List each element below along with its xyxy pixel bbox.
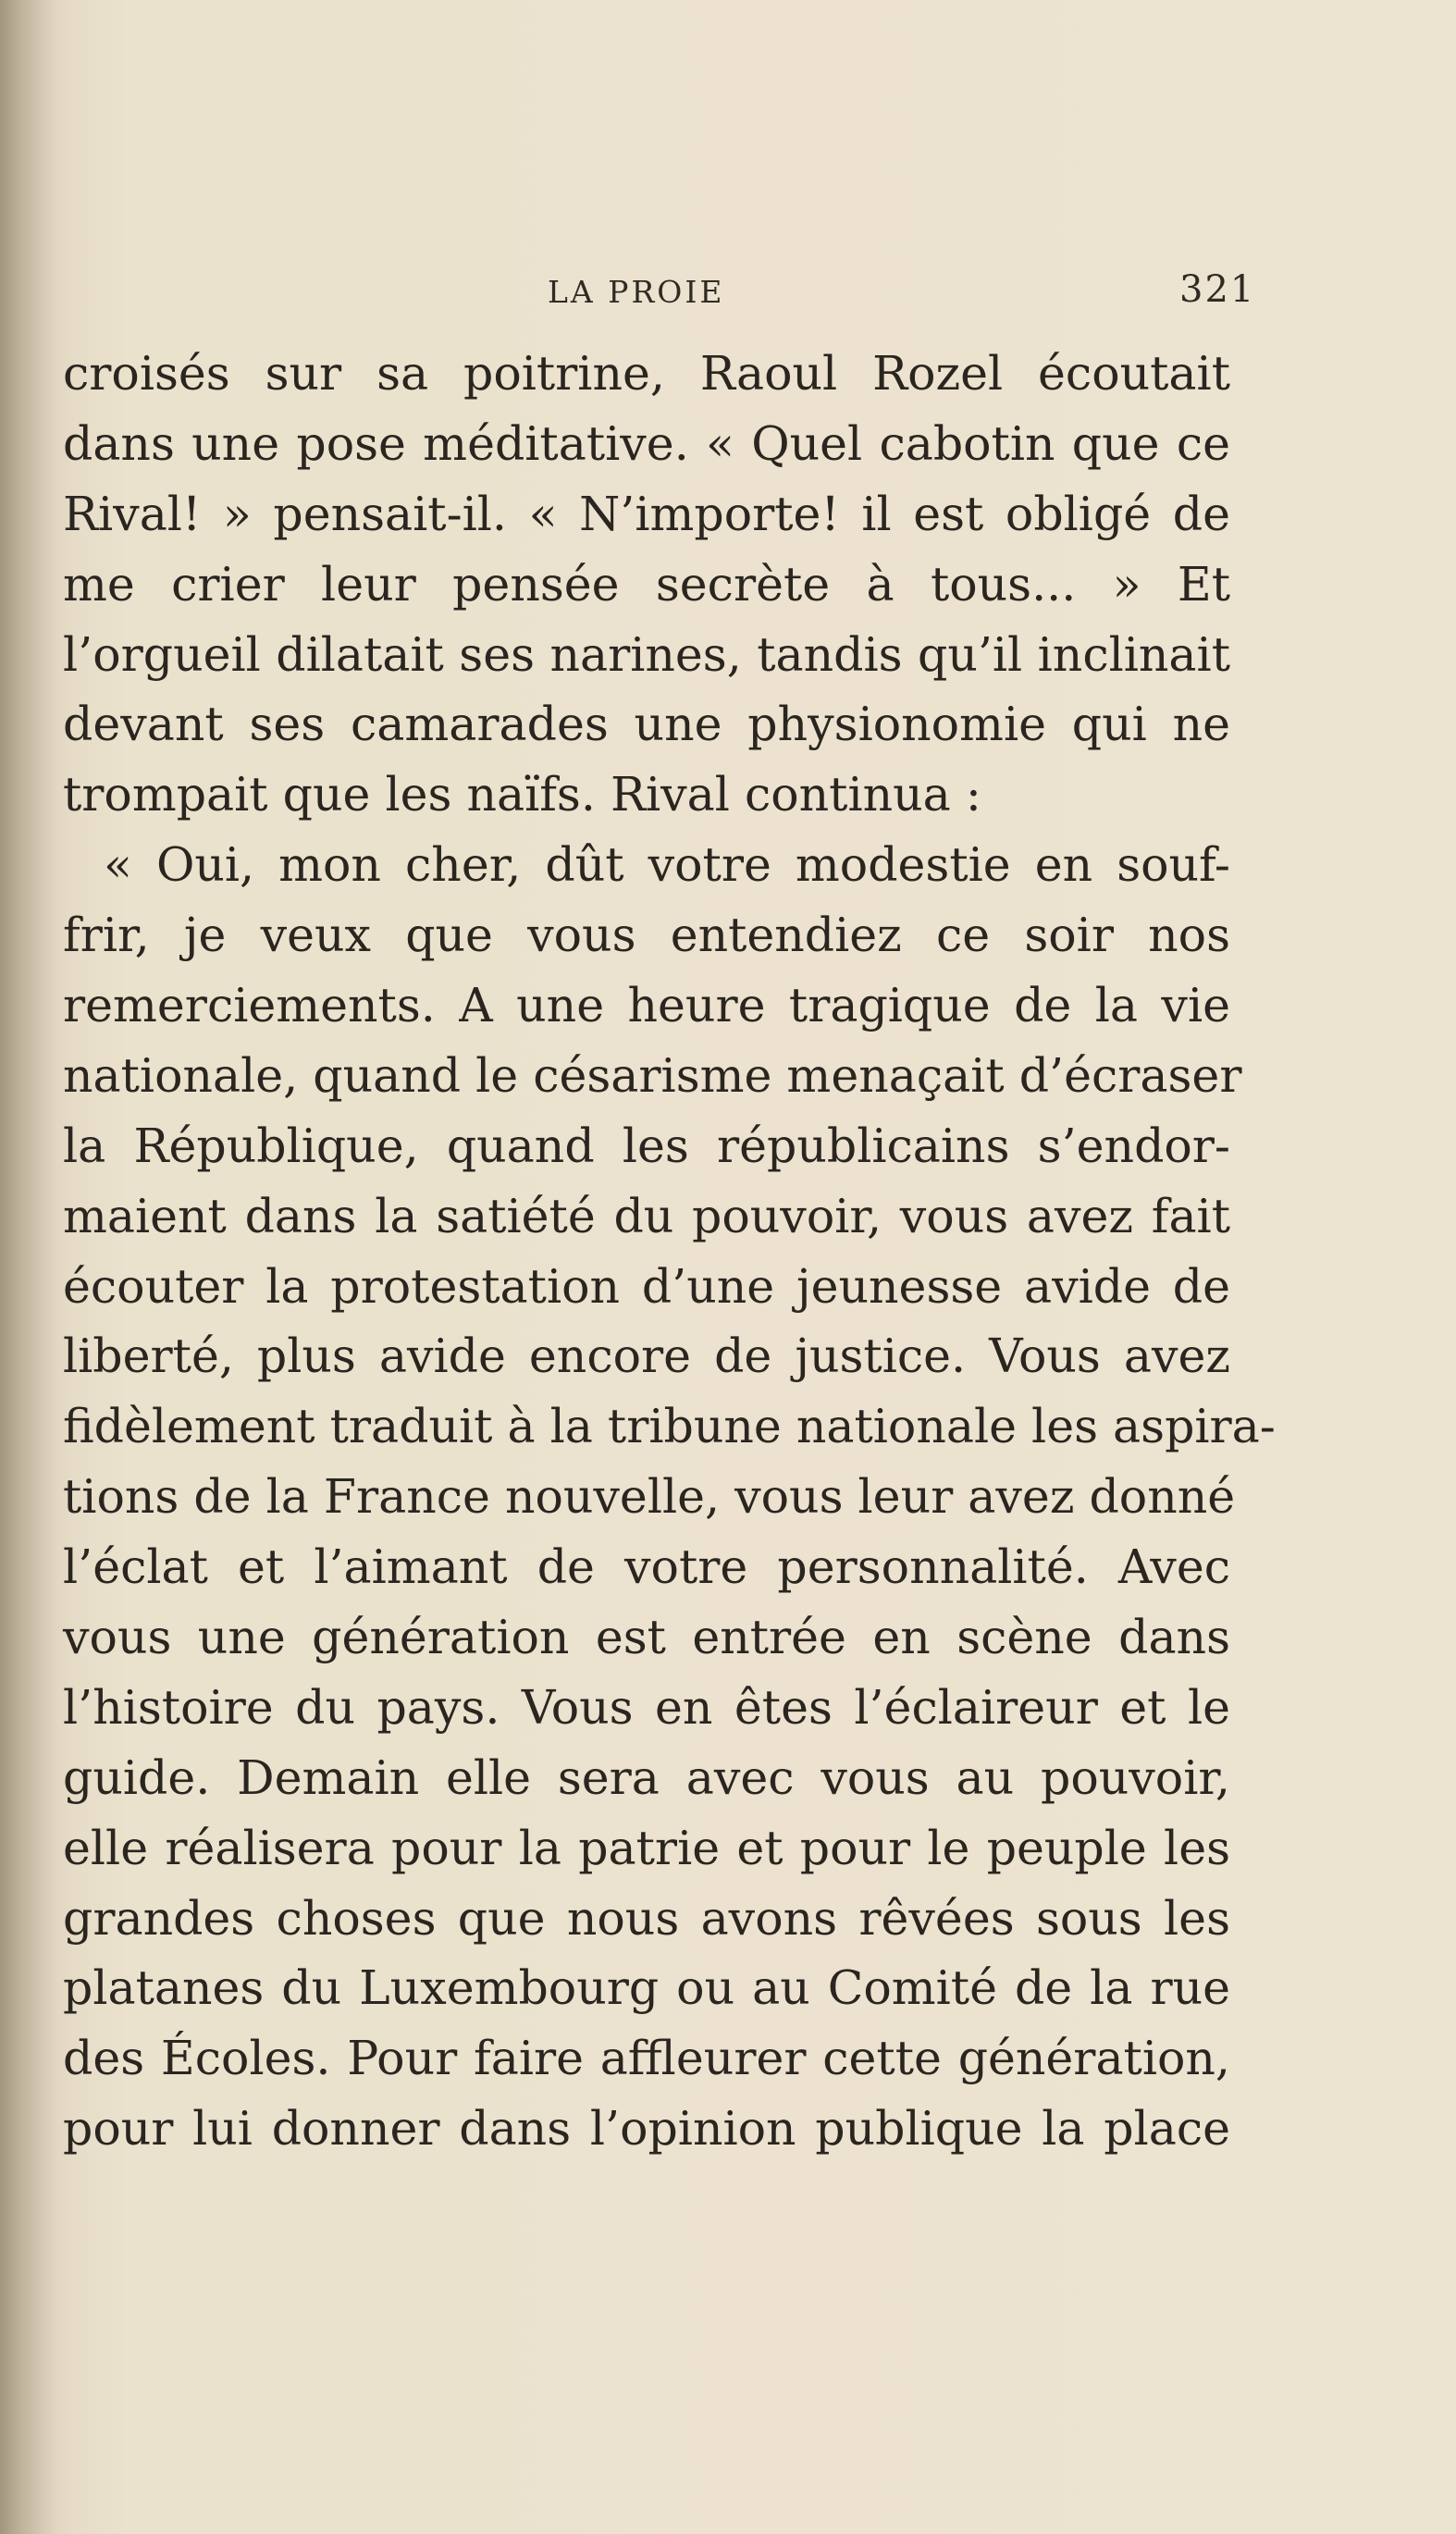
text-line: des Écoles. Pour faire affleurer cette génération, xyxy=(63,2031,1230,2086)
text-line: croisés sur sa poitrine, Raoul Rozel écoutait xyxy=(63,346,1230,401)
binding-shadow xyxy=(0,0,56,2534)
text-line: me crier leur pensée secrète à tous... » Et xyxy=(63,556,1230,612)
page-number: 321 xyxy=(1179,268,1256,311)
text-line: trompait que les naïfs. Rival continua : xyxy=(63,767,981,822)
text-line: pour lui donner dans l’opinion publique la place xyxy=(63,2101,1230,2157)
text-line: « Oui, mon cher, dût votre modestie en souf- xyxy=(104,837,1230,893)
text-line: écouter la protestation d’une jeunesse avide de xyxy=(63,1258,1230,1314)
text-line: maient dans la satiété du pouvoir, vous avez fait xyxy=(63,1188,1230,1243)
text-line: la République, quand les républicains s’endor- xyxy=(63,1118,1230,1173)
text-line: grandes choses que nous avons rêvées sous les xyxy=(63,1890,1230,1946)
text-line: dans une pose méditative. « Quel cabotin que ce xyxy=(63,415,1230,471)
text-line: vous une génération est entrée en scène dans xyxy=(63,1610,1230,1665)
text-line: l’éclat et l’aimant de votre personnalité. Avec xyxy=(63,1539,1230,1595)
text-line: fidèlement traduit à la tribune nationale les aspira- xyxy=(63,1399,1276,1454)
text-line: tions de la France nouvelle, vous leur avez donné xyxy=(63,1469,1236,1525)
text-line: Rival! » pensait-il. « N’importe! il est obligé de xyxy=(63,486,1230,541)
text-line: frir, je veux que vous entendiez ce soir nos xyxy=(63,908,1230,963)
text-line: l’histoire du pays. Vous en êtes l’éclaireur et le xyxy=(63,1679,1230,1735)
text-line: liberté, plus avide encore de justice. Vous avez xyxy=(63,1329,1230,1384)
running-title: LA PROIE xyxy=(548,274,725,310)
text-line: devant ses camarades une physionomie qui ne xyxy=(63,697,1230,752)
text-line: elle réalisera pour la patrie et pour le peuple les xyxy=(63,1820,1230,1875)
text-line: guide. Demain elle sera avec vous au pouvoir, xyxy=(63,1749,1230,1805)
text-line: platanes du Luxembourg ou au Comité de la rue xyxy=(63,1960,1230,2016)
running-head xyxy=(0,268,1456,329)
text-line: nationale, quand le césarisme menaçait d’écraser xyxy=(63,1047,1242,1103)
body-text xyxy=(63,339,1276,2164)
text-line: l’orgueil dilatait ses narines, tandis qu’il inclinait xyxy=(63,626,1230,682)
text-line: remerciements. A une heure tragique de la vie xyxy=(63,978,1230,1033)
